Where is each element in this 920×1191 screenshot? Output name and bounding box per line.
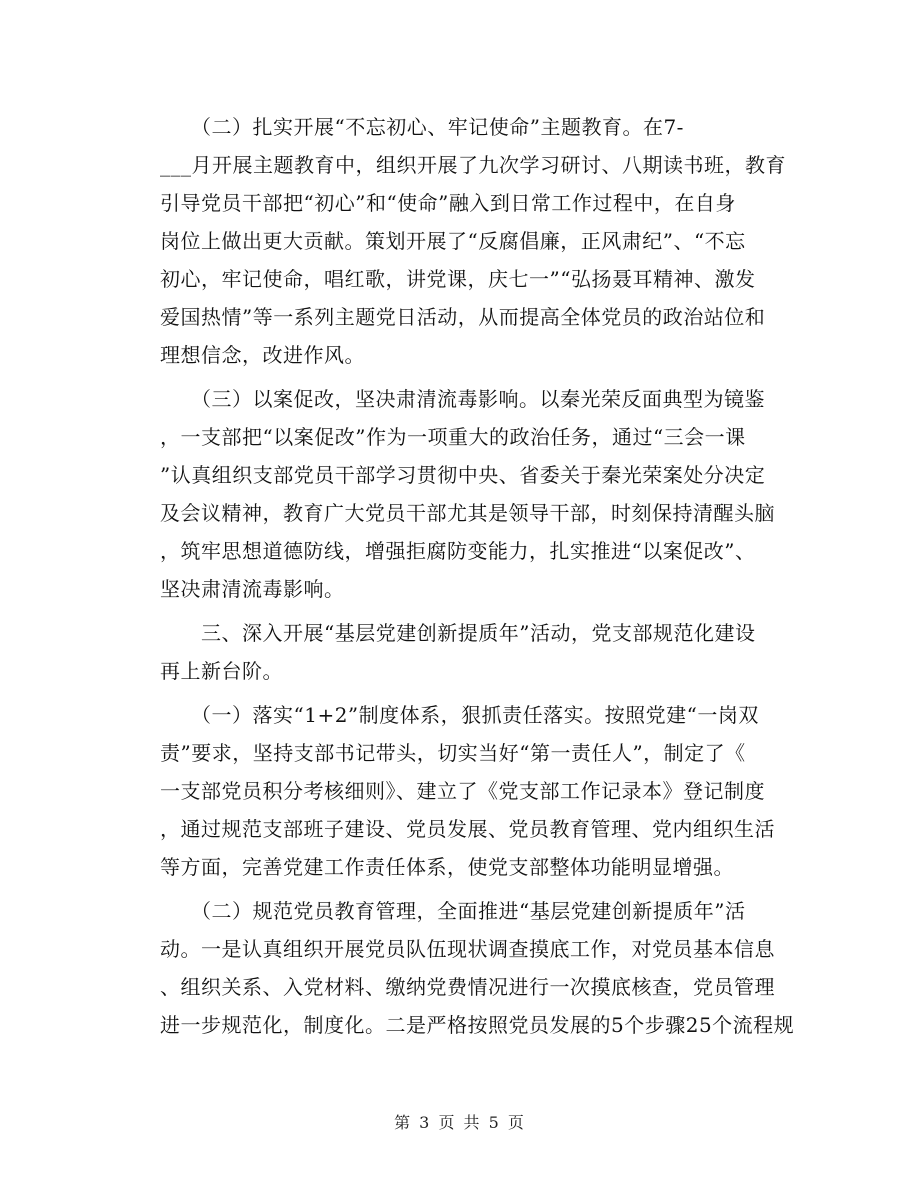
text-line: 、组织关系、入党材料、缴纳党费情况进行一次摸底核查，党员管理: [160, 975, 775, 999]
page-number-footer: 第 3 页 共 5 页: [394, 1113, 526, 1132]
text-line: 动。一是认真组织开展党员队伍现状调查摸底工作，对党员基本信息: [160, 937, 775, 961]
text-line: 一支部党员积分考核细则》、建立了《党支部工作记录本》登记制度: [160, 779, 765, 803]
text-line: 爱国热情”等一系列主题党日活动，从而提高全体党员的政治站位和: [160, 305, 766, 329]
text-line: 进一步规范化，制度化。二是严格按照党员发展的5个步骤25个流程规: [160, 1013, 795, 1037]
text-line: （二）规范党员教育管理，全面推进“基层党建创新提质年”活: [160, 899, 746, 923]
text-line: 初心，牢记使命，唱红歌，讲党课，庆七一”“弘扬聂耳精神、激发: [160, 267, 756, 291]
text-line: 及会议精神，教育广大党员干部尤其是领导干部，时刻保持清醒头脑: [160, 501, 775, 525]
text-line: 三、深入开展“基层党建创新提质年”活动，党支部规范化建设: [160, 621, 756, 645]
text-line: 等方面，完善党建工作责任体系，使党支部整体功能明显增强。: [160, 855, 734, 879]
text-line: ”认真组织支部党员干部学习贯彻中央、省委关于秦光荣案处分决定: [160, 463, 766, 487]
text-line: （二）扎实开展“不忘初心、牢记使命”主题教育。在7-: [160, 115, 684, 139]
document-body: [160, 108, 795, 1044]
text-line: 理想信念，改进作风。: [160, 343, 365, 367]
text-line: ___月开展主题教育中，组织开展了九次学习研讨、八期读书班，教育: [160, 153, 786, 177]
text-line: ，一支部把“以案促改”作为一项重大的政治任务，通过“三会一课: [160, 425, 746, 449]
text-line: ，通过规范支部班子建设、党员发展、党员教育管理、党内组织生活: [160, 817, 775, 841]
text-line: （三）以案促改，坚决肃清流毒影响。以秦光荣反面典型为镜鉴: [160, 387, 765, 411]
text-line: 坚决肃清流毒影响。: [160, 577, 345, 601]
text-line: ，筑牢思想道德防线，增强拒腐防变能力，扎实推进“以案促改”、: [160, 539, 756, 563]
text-line: 再上新台阶。: [160, 659, 283, 683]
text-line: 岗位上做出更大贡献。策划开展了“反腐倡廉，正风肃纪”、“不忘: [160, 229, 746, 253]
text-line: 责”要求，坚持支部书记带头，切实当好“第一责任人”，制定了《: [160, 741, 746, 765]
text-line: 引导党员干部把“初心”和“使命”融入到日常工作过程中，在自身: [160, 191, 736, 215]
text-line: （一）落实“1+2”制度体系，狠抓责任落实。按照党建“一岗双: [160, 703, 759, 727]
